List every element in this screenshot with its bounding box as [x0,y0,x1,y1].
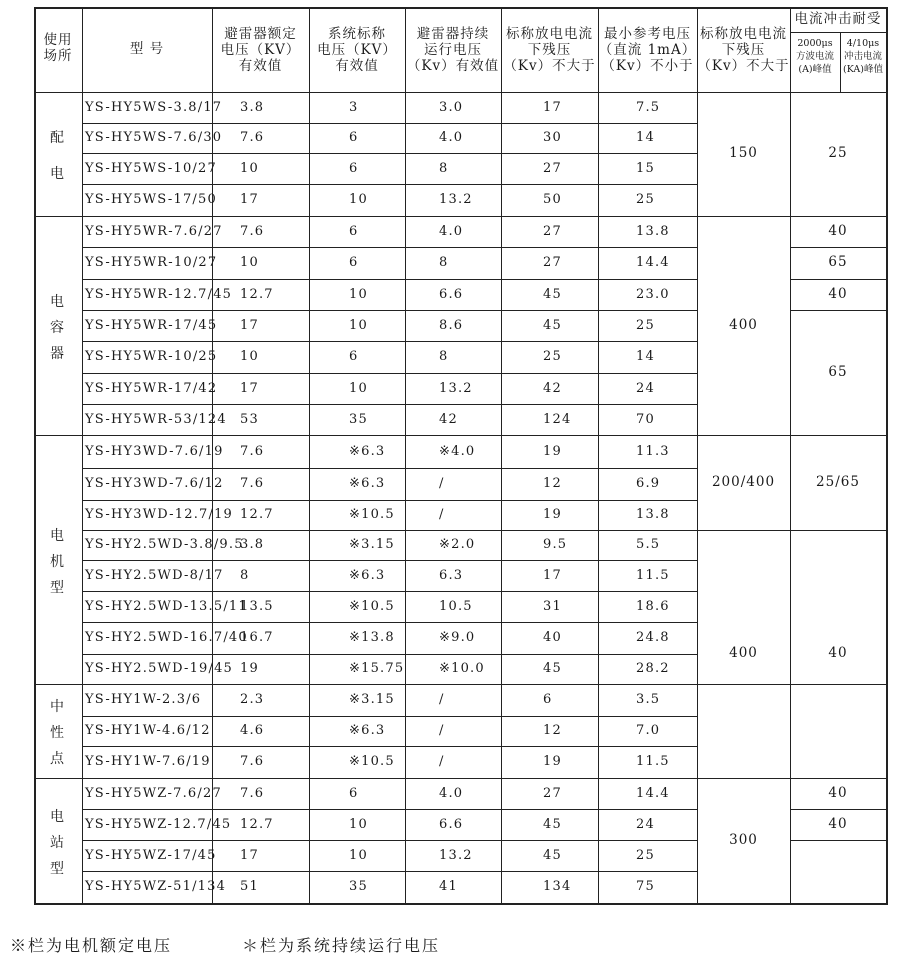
residual-voltage-cell: 12 [543,476,562,491]
category-label: 型 [50,860,64,877]
rated-voltage-cell: 10 [240,255,259,270]
model-cell: YS-HY3WD-7.6/19 [85,443,224,459]
continuous-voltage-cell: 6.6 [439,286,464,302]
reference-voltage-cell: 6.9 [636,476,661,491]
merged-divider [697,435,790,436]
header-reference-voltage-line: （直流 1mA） [598,42,697,58]
table-border-bottom [34,903,886,905]
column-divider [501,7,502,903]
model-cell: YS-HY1W-7.6/19 [85,754,211,769]
system-voltage-cell: 6 [349,349,359,364]
header-reference-voltage-line: （Kv）不小于 [601,58,694,74]
system-voltage-cell: 6 [349,160,359,176]
rated-voltage-cell: 12.7 [240,286,274,302]
rated-voltage-cell: 3.8 [240,99,265,115]
row-divider [82,468,598,469]
category-label: 性 [50,725,64,741]
row-divider [82,153,598,154]
system-voltage-cell: 35 [349,879,368,894]
rated-voltage-cell: 4.6 [240,723,265,738]
model-cell: YS-HY5WR-10/25 [85,349,218,364]
merged-divider [790,435,886,436]
rated-voltage-cell: 13.5 [240,598,274,614]
continuous-voltage-cell: 4.0 [439,130,464,145]
model-cell: YS-HY5WR-10/27 [85,255,218,270]
column-divider [309,7,310,903]
system-voltage-cell: ※3.15 [349,537,395,552]
system-voltage-cell: 10 [349,847,368,863]
header-impulse-lightning: 冲击电流 [843,51,882,62]
header-residual-voltage-line: 下残压 [527,42,572,58]
rated-voltage-cell: 17 [240,380,259,396]
header-system-voltage-line: 系统标称 [328,26,386,42]
row-divider [594,435,697,436]
row-divider [82,247,598,248]
row-divider [594,500,697,501]
residual-voltage-cell: 27 [543,255,562,270]
merged-divider [697,216,790,217]
residual-voltage-cell: 27 [543,223,562,239]
row-divider [82,840,598,841]
column-divider [405,7,406,903]
continuous-voltage-cell: 10.5 [439,598,473,614]
rated-voltage-cell: 10 [240,160,259,176]
merged-divider [790,809,886,810]
footnote-motor-rated: ※栏为电机额定电压 [10,936,173,955]
reference-voltage-cell: 11.5 [636,567,670,583]
category-label: 电 [50,808,64,825]
reference-voltage-cell: 28.2 [636,661,670,676]
header-rated-voltage-line: 电压（KV） [220,42,301,58]
reference-voltage-cell: 14.4 [636,785,670,801]
model-cell: YS-HY2.5WD-13.5/11 [85,598,248,614]
continuous-voltage-cell: / [439,476,445,491]
row-divider [82,778,598,779]
row-divider [82,684,598,685]
model-cell: YS-HY5WS-17/50 [85,192,217,207]
reference-voltage-cell: 24 [636,816,655,832]
merged-divider [790,530,886,531]
continuous-voltage-cell: 13.2 [439,192,473,207]
header-system-voltage-line: 有效值 [335,58,379,74]
header-impulse-square-wave: 2000μs [797,38,833,49]
model-cell: YS-HY1W-2.3/6 [85,692,202,707]
impulse-withstand-merged: 65 [828,363,848,380]
row-divider [594,778,697,779]
merged-divider [790,279,886,280]
continuous-voltage-cell: 8.6 [439,317,464,333]
header-divider [34,92,886,93]
discharge-residual-merged: 400 [729,645,758,661]
residual-voltage-cell: 6 [543,692,553,707]
impulse-withstand-merged: 40 [828,222,848,239]
row-divider [594,840,697,841]
residual-voltage-cell: 124 [543,411,572,427]
table-border-top [34,7,886,9]
system-voltage-cell: 6 [349,223,359,239]
model-cell: YS-HY2.5WD-8/17 [85,567,224,583]
continuous-voltage-cell: 3.0 [439,99,464,115]
row-divider [594,279,697,280]
continuous-voltage-cell: ※9.0 [439,630,476,645]
system-voltage-cell: ※6.3 [349,723,386,738]
row-divider [594,404,697,405]
reference-voltage-cell: 70 [636,411,655,427]
residual-voltage-cell: 31 [543,598,562,614]
row-divider [594,809,697,810]
header-subdivider [790,32,886,33]
rated-voltage-cell: 51 [240,879,259,894]
category-label: 型 [50,579,64,596]
header-impulse-square-wave: (A)峰值 [798,64,832,75]
impulse-withstand-merged: 65 [828,254,848,270]
header-impulse-lightning: (KA)峰值 [843,64,883,75]
residual-voltage-cell: 45 [543,661,562,676]
model-cell: YS-HY5WR-12.7/45 [85,286,233,302]
system-voltage-cell: 10 [349,380,368,396]
model-cell: YS-HY5WZ-7.6/27 [85,785,222,801]
merged-divider [790,310,886,311]
category-label: 站 [50,834,64,851]
row-divider [82,184,598,185]
row-divider [82,373,598,374]
system-voltage-cell: ※10.5 [349,598,395,614]
system-voltage-cell: 3 [349,99,359,115]
model-cell: YS-HY2.5WD-19/45 [85,661,234,676]
residual-voltage-cell: 9.5 [543,537,568,552]
continuous-voltage-cell: 4.0 [439,785,464,801]
rated-voltage-cell: 53 [240,411,259,427]
system-voltage-cell: ※6.3 [349,567,386,583]
reference-voltage-cell: 24.8 [636,630,670,645]
impulse-withstand-merged: 25/65 [816,473,860,490]
model-cell: YS-HY1W-4.6/12 [85,723,211,738]
header-impulse-title: 电流冲击耐受 [794,11,882,27]
header-impulse-lightning: 4/10μs [846,38,880,49]
category-label: 配 [50,130,64,146]
merged-divider [790,840,886,841]
continuous-voltage-cell: 8 [439,255,449,270]
row-divider [594,716,697,717]
system-voltage-cell: 10 [349,192,368,207]
reference-voltage-cell: 25 [636,192,655,207]
category-label: 点 [50,751,64,767]
category-label: 容 [50,319,64,336]
continuous-voltage-cell: 42 [439,411,458,427]
residual-voltage-cell: 19 [543,754,562,769]
system-voltage-cell: 10 [349,286,368,302]
reference-voltage-cell: 11.3 [636,443,670,459]
model-cell: YS-HY5WS-10/27 [85,160,217,176]
continuous-voltage-cell: 6.3 [439,567,464,583]
reference-voltage-cell: 14 [636,349,655,364]
row-divider [82,716,598,717]
row-divider [82,435,598,436]
reference-voltage-cell: 14.4 [636,255,670,270]
row-divider [594,560,697,561]
row-divider [82,530,598,531]
reference-voltage-cell: 25 [636,317,655,333]
header-discharge-residual-line: 标称放电电流 [700,26,787,42]
continuous-voltage-cell: 13.2 [439,847,473,863]
residual-voltage-cell: 45 [543,286,562,302]
continuous-voltage-cell: / [439,692,445,707]
row-divider [594,216,697,217]
rated-voltage-cell: 19 [240,661,259,676]
continuous-voltage-cell: 8 [439,160,449,176]
reference-voltage-cell: 13.8 [636,223,670,239]
rated-voltage-cell: 7.6 [240,754,265,769]
footnote-system-continuous: ＊栏为系统持续运行电压 [242,936,441,955]
category-label: 电 [50,527,64,544]
row-divider [594,247,697,248]
category-label: 电 [50,293,64,310]
reference-voltage-cell: 25 [636,847,655,863]
header-place-line: 使用 [43,32,73,48]
continuous-voltage-cell: / [439,723,445,738]
reference-voltage-cell: 5.5 [636,537,661,552]
continuous-voltage-cell: / [439,507,445,522]
reference-voltage-cell: 11.5 [636,754,670,769]
header-model: 型 号 [129,41,165,57]
discharge-residual-merged: 200/400 [711,473,776,490]
reference-voltage-cell: 18.6 [636,598,670,614]
rated-voltage-cell: 2.3 [240,692,265,707]
merged-divider [697,778,790,779]
rated-voltage-cell: 3.8 [240,537,265,552]
row-divider [594,871,697,872]
header-impulse-square-wave: 方波电流 [795,51,834,62]
row-divider [594,530,697,531]
row-divider [82,404,598,405]
row-divider [594,468,697,469]
row-divider [82,310,598,311]
model-cell: YS-HY5WR-53/124 [85,411,227,427]
table-border-left [34,7,36,905]
system-voltage-cell: ※6.3 [349,443,386,459]
residual-voltage-cell: 45 [543,816,562,832]
model-cell: YS-HY3WD-7.6/12 [85,476,224,491]
continuous-voltage-cell: ※4.0 [439,443,476,459]
reference-voltage-cell: 75 [636,879,655,894]
row-divider [594,684,697,685]
rated-voltage-cell: 7.6 [240,223,265,239]
residual-voltage-cell: 17 [543,567,562,583]
system-voltage-cell: 35 [349,411,368,427]
row-divider [594,654,697,655]
continuous-voltage-cell: 4.0 [439,223,464,239]
residual-voltage-cell: 42 [543,380,562,396]
continuous-voltage-cell: 8 [439,349,449,364]
system-voltage-cell: ※10.5 [349,754,395,769]
reference-voltage-cell: 14 [636,130,655,145]
residual-voltage-cell: 25 [543,349,562,364]
merged-divider [790,247,886,248]
system-voltage-cell: ※13.8 [349,630,395,645]
category-label: 器 [50,345,64,362]
row-divider [82,123,598,124]
rated-voltage-cell: 7.6 [240,476,265,491]
reference-voltage-cell: 24 [636,380,655,396]
residual-voltage-cell: 19 [543,443,562,459]
merged-divider [790,216,886,217]
reference-voltage-cell: 7.5 [636,99,661,115]
impulse-withstand-merged: 40 [828,285,848,302]
reference-voltage-cell: 23.0 [636,286,670,302]
row-divider [82,871,598,872]
row-divider [82,654,598,655]
system-voltage-cell: ※6.3 [349,476,386,491]
model-cell: YS-HY5WS-7.6/30 [85,130,223,145]
row-divider [82,809,598,810]
category-label: 电 [50,166,64,182]
model-cell: YS-HY5WR-17/42 [85,380,218,396]
system-voltage-cell: 6 [349,785,359,801]
row-divider [82,500,598,501]
row-divider [82,746,598,747]
model-cell: YS-HY5WR-7.6/27 [85,223,223,239]
category-label: 机 [50,553,64,570]
rated-voltage-cell: 12.7 [240,816,274,832]
residual-voltage-cell: 27 [543,160,562,176]
model-cell: YS-HY5WZ-12.7/45 [85,816,232,832]
column-divider [598,7,599,903]
row-divider [82,216,598,217]
header-discharge-residual-line: 下残压 [721,42,766,58]
column-divider [790,7,791,903]
impulse-withstand-merged: 40 [828,815,848,832]
residual-voltage-cell: 45 [543,847,562,863]
continuous-voltage-cell: / [439,754,445,769]
model-cell: YS-HY5WS-3.8/17 [85,99,223,115]
merged-divider [697,530,790,531]
model-cell: YS-HY5WZ-51/134 [85,879,227,894]
discharge-residual-merged: 300 [729,831,758,848]
system-voltage-cell: 10 [349,816,368,832]
residual-voltage-cell: 27 [543,785,562,801]
residual-voltage-cell: 45 [543,317,562,333]
discharge-residual-merged: 150 [729,145,758,161]
row-divider [82,341,598,342]
row-divider [82,279,598,280]
column-divider [82,7,83,903]
row-divider [594,746,697,747]
row-divider [594,123,697,124]
merged-divider [790,778,886,779]
header-place-line: 场所 [43,48,73,64]
system-voltage-cell: 6 [349,130,359,145]
header-rated-voltage-line: 有效值 [238,58,283,74]
discharge-residual-merged: 400 [729,316,758,333]
residual-voltage-cell: 30 [543,130,562,145]
system-voltage-cell: ※10.5 [349,507,395,522]
header-rated-voltage-line: 避雷器额定 [224,26,297,42]
model-cell: YS-HY3WD-12.7/19 [85,507,234,522]
rated-voltage-cell: 8 [240,567,250,583]
continuous-voltage-cell: 41 [439,879,458,894]
rated-voltage-cell: 7.6 [240,443,265,459]
row-divider [594,622,697,623]
residual-voltage-cell: 17 [543,99,562,115]
rated-voltage-cell: 12.7 [240,507,274,522]
residual-voltage-cell: 12 [543,723,562,738]
model-cell: YS-HY5WZ-17/45 [85,847,217,863]
system-voltage-cell: 10 [349,317,368,333]
rated-voltage-cell: 16.7 [240,630,274,645]
residual-voltage-cell: 50 [543,192,562,207]
model-cell: YS-HY5WR-17/45 [85,317,218,333]
header-residual-voltage-line: （Kv）不大于 [503,58,596,74]
row-divider [594,184,697,185]
continuous-voltage-cell: ※10.0 [439,661,485,676]
header-continuous-voltage-line: 避雷器持续 [416,26,490,42]
impulse-withstand-merged: 40 [828,645,848,661]
system-voltage-cell: ※15.75 [349,661,405,676]
reference-voltage-cell: 7.0 [636,723,661,738]
header-system-voltage-line: 电压（KV） [317,42,397,58]
row-divider [82,560,598,561]
continuous-voltage-cell: 13.2 [439,380,473,396]
row-divider [82,622,598,623]
impulse-withstand-merged: 25 [828,145,848,161]
model-cell: YS-HY2.5WD-16.7/40 [85,630,248,645]
residual-voltage-cell: 134 [543,879,572,894]
reference-voltage-cell: 3.5 [636,692,661,707]
rated-voltage-cell: 17 [240,847,259,863]
impulse-withstand-merged: 40 [828,784,848,801]
header-continuous-voltage-line: （Kv）有效值 [406,58,500,74]
residual-voltage-cell: 40 [543,630,562,645]
table-border-right [886,7,888,905]
header-continuous-voltage-line: 运行电压 [424,42,482,58]
header-discharge-residual-line: （Kv）不大于 [697,58,790,74]
row-divider [594,341,697,342]
rated-voltage-cell: 7.6 [240,130,265,145]
header-residual-voltage-line: 标称放电电流 [506,26,593,42]
row-divider [82,591,598,592]
rated-voltage-cell: 17 [240,192,259,207]
reference-voltage-cell: 15 [636,160,655,176]
system-voltage-cell: 6 [349,255,359,270]
residual-voltage-cell: 19 [543,507,562,522]
row-divider [594,153,697,154]
model-cell: YS-HY2.5WD-3.8/9.5 [85,537,244,552]
header-reference-voltage-line: 最小参考电压 [604,26,691,42]
rated-voltage-cell: 17 [240,317,259,333]
system-voltage-cell: ※3.15 [349,692,395,707]
row-divider [594,310,697,311]
continuous-voltage-cell: ※2.0 [439,537,476,552]
category-label: 中 [50,699,64,715]
rated-voltage-cell: 10 [240,349,259,364]
row-divider [594,591,697,592]
column-divider [697,7,698,903]
continuous-voltage-cell: 6.6 [439,816,464,832]
reference-voltage-cell: 13.8 [636,507,670,522]
rated-voltage-cell: 7.6 [240,785,265,801]
row-divider [594,373,697,374]
